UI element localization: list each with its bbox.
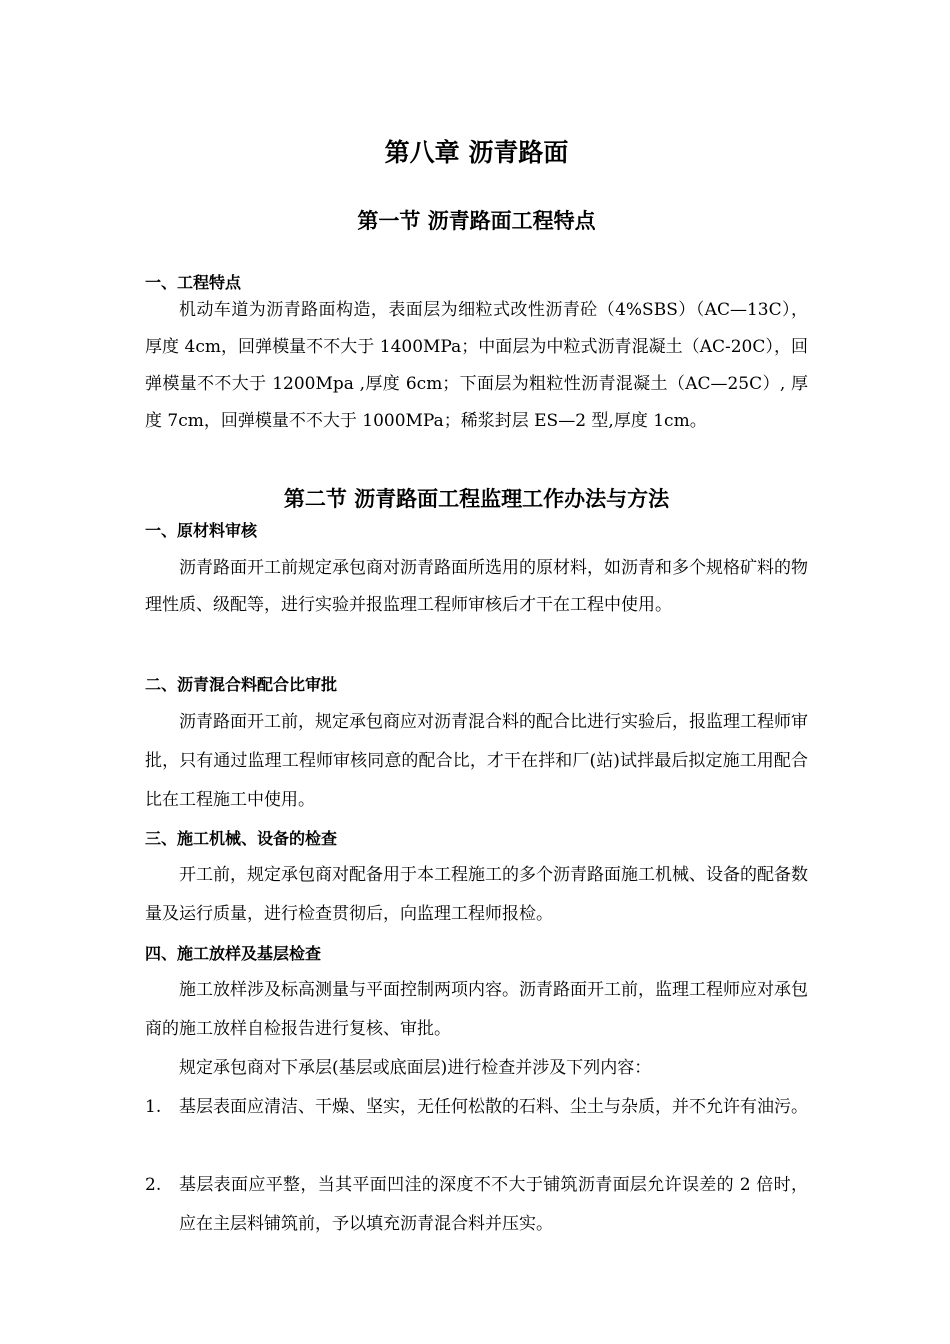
list-number: 2. (145, 1175, 162, 1195)
subsection-heading: 一、原材料审核 (145, 521, 258, 540)
chapter-title: 第八章 沥青路面 (384, 138, 569, 167)
list-item (145, 1088, 808, 1127)
paragraph: 机动车道为沥青路面构造，表面层为细粒式改性沥青砼（4%SBS）（AC—13C），厚度 4cm，回弹模量不不大于 1400MPa；中面层为中粒式沥青混凝土（AC-20C），回弹模量不不大于 1200Mpa ,厚度 6cm；下面层为粗粒性沥青混凝土（AC—25C）, 厚度 7cm，回弹模量不不大于 1000MPa；稀浆封层 ES—2 型,厚度 1cm。 (145, 300, 808, 431)
paragraph: 沥青路面开工前规定承包商对沥青路面所选用的原材料，如沥青和多个规格矿料的物理性质、级配等，进行实验并报监理工程师审核后才干在工程中使用。 (145, 558, 808, 615)
list-text: 基层表面应平整，当其平面凹洼的深度不不大于铺筑沥青面层允许误差的 2 倍时，应在主层料铺筑前，予以填充沥青混合料并压实。 (179, 1175, 808, 1234)
list-number: 1. (145, 1097, 162, 1117)
paragraph: 沥青路面开工前，规定承包商应对沥青混合料的配合比进行实验后，报监理工程师审批，只有通过监理工程师审核同意的配合比，才干在拌和厂(站)试拌最后拟定施工用配合比在工程施工中使用。 (145, 712, 808, 810)
list-text: 基层表面应清洁、干燥、坚实，无任何松散的石料、尘土与杂质，并不允许有油污。 (179, 1097, 808, 1117)
paragraph: 开工前，规定承包商对配备用于本工程施工的多个沥青路面施工机械、设备的配备数量及运行质量，进行检查贯彻后，向监理工程师报检。 (145, 865, 808, 924)
paragraph: 施工放样涉及标高测量与平面控制两项内容。沥青路面开工前，监理工程师应对承包商的施工放样自检报告进行复核、审批。 (145, 980, 808, 1039)
subsection-heading: 一、工程特点 (145, 273, 242, 292)
subsection-heading: 二、沥青混合料配合比审批 (145, 675, 338, 694)
paragraph: 规定承包商对下承层(基层或底面层)进行检查并涉及下列内容： (179, 1058, 652, 1078)
section-title: 第二节 沥青路面工程监理工作办法与方法 (283, 487, 670, 511)
subsection-heading: 四、施工放样及基层检查 (145, 944, 322, 963)
section-title: 第一节 沥青路面工程特点 (357, 209, 596, 233)
subsection-heading: 三、施工机械、设备的检查 (145, 829, 338, 848)
list-item (145, 1166, 808, 1244)
